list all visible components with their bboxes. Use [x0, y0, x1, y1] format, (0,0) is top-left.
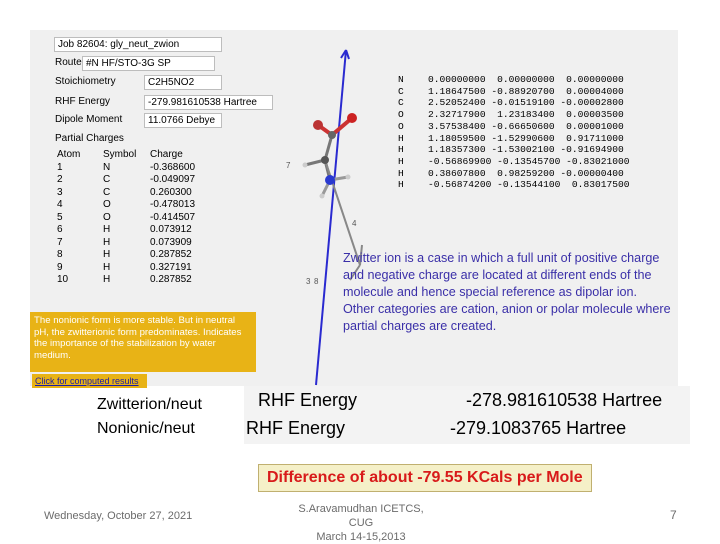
zwitter-explanation: [343, 250, 683, 335]
energy-difference: Difference of about -79.55 KCals per Mole: [258, 464, 592, 492]
nitrogen-atom: [325, 175, 335, 185]
charges-symbol-column: [103, 149, 136, 287]
charges-atom-column: [57, 149, 80, 287]
oxygen-atom: [347, 113, 357, 123]
coordinate-row: H 0.38607800 0.98259200 -0.00000400: [398, 167, 624, 179]
atom-cell: 8: [57, 249, 63, 260]
partial-charges-label: Partial Charges: [55, 133, 124, 144]
rhf-energy-label: RHF Energy: [258, 390, 358, 410]
molecule-viewer[interactable]: [270, 40, 400, 390]
rhf-energy-label: RHF Energy: [55, 96, 111, 107]
charge-cell: -0.414507: [150, 211, 196, 223]
charge-cell: 0.073909: [150, 236, 192, 248]
footer-author-line: S.Aravamudhan ICETCS, CUG: [298, 503, 424, 529]
hydrogen-atom: [303, 163, 308, 168]
symbol-cell: H: [103, 236, 111, 248]
hydrogen-atom: [346, 175, 351, 180]
charge-cell: 0.287852: [150, 249, 192, 260]
charge-cell: 0.327191: [150, 261, 192, 273]
atom-cell: 3: [57, 186, 63, 198]
rhf-energy-value: -279.981610538 Hartree: [144, 95, 273, 110]
atom-label: 8: [314, 277, 319, 286]
atom-cell: 2: [57, 174, 63, 185]
dipole-axis: [316, 50, 346, 385]
symbol-cell: H: [103, 224, 111, 235]
charge-cell: -0.368600: [150, 161, 196, 173]
coordinate-row: O 2.32717900 1.23183400 0.00003500: [398, 109, 624, 121]
charge-cell: 0.260300: [150, 186, 192, 198]
dipole-moment-label: Dipole Moment: [55, 114, 123, 125]
coordinate-row: N 0.00000000 0.00000000 0.00000000: [398, 74, 624, 85]
nonionic-energy-value: -279.1083765 Hartree: [450, 418, 627, 438]
atom-cell: 9: [57, 261, 63, 273]
nonionic-label: Nonionic/neut: [97, 420, 195, 437]
atom-cell: 7: [57, 236, 63, 248]
oxygen-atom: [313, 120, 323, 130]
axis-arrow: [346, 50, 349, 59]
route-label: Route: [55, 57, 82, 68]
atom-header: Atom: [57, 149, 81, 160]
coordinate-row: C 1.18647500 -0.88920700 0.00004000: [398, 85, 624, 97]
coordinate-row: H 1.18059500 -1.52990600 0.91711000: [398, 132, 624, 144]
charge-cell: -0.049097: [150, 174, 196, 185]
atom-label: 3: [306, 277, 311, 286]
stability-note: The nonionic form is more stable. But in neutral pH, the zwitterionic form predominates. Indicates the importance of the stabilization by water medium.: [30, 312, 256, 372]
carbon-atom: [328, 131, 336, 139]
footer-author: [286, 502, 436, 544]
route-value: #N HF/STO-3G SP: [82, 56, 215, 71]
stoichiometry-label: Stoichiometry: [55, 76, 116, 87]
charges-charge-column: [150, 149, 195, 287]
footer-event-date: March 14-15,2013: [316, 531, 406, 543]
atom-cell: 6: [57, 224, 63, 235]
symbol-cell: H: [103, 261, 111, 273]
symbol-cell: C: [103, 174, 111, 185]
coordinate-row: H 1.18357300 -1.53002100 -0.91694900: [398, 144, 624, 156]
charge-header: Charge: [150, 149, 183, 160]
coordinate-row: H -0.56874200 -0.13544100 0.83017500: [398, 179, 630, 191]
symbol-cell: O: [103, 211, 111, 223]
symbol-cell: N: [103, 161, 111, 173]
atom-cell: 10: [57, 274, 69, 285]
atom-cell: 1: [57, 161, 63, 173]
coordinates-table: [398, 74, 630, 191]
hydrogen-atom: [320, 194, 325, 199]
dipole-moment-value: 11.0766 Debye: [144, 113, 222, 128]
energy-comparison-panel: [244, 386, 690, 444]
zwitterion-energy-value: -278.981610538 Hartree: [466, 390, 663, 410]
job-title: Job 82604: gly_neut_zwion: [54, 37, 222, 52]
coordinate-row: H -0.56869900 -0.13545700 -0.83021000: [398, 155, 630, 167]
symbol-header: Symbol: [103, 149, 137, 160]
charge-cell: 0.073912: [150, 224, 192, 235]
atom-cell: 4: [57, 199, 63, 210]
coordinate-row: C 2.52052400 -0.01519100 -0.00002800: [398, 97, 624, 109]
atom-label: 7: [286, 161, 291, 170]
symbol-cell: C: [103, 186, 111, 198]
charge-cell: 0.287852: [150, 274, 192, 285]
coordinate-row: O 3.57538400 -0.66650600 0.00001000: [398, 120, 624, 132]
atom-label: 4: [352, 219, 357, 228]
page-number: 7: [670, 508, 677, 522]
symbol-cell: H: [103, 249, 111, 260]
zwitter-definition: Zwitter ion is a case in which a full unit of positive charge and negative charge are located at different ends of the molecule and hence special reference as dipolar ion.: [343, 251, 660, 299]
symbol-cell: H: [103, 274, 111, 285]
atom-cell: 5: [57, 211, 63, 223]
symbol-cell: O: [103, 199, 111, 210]
footer-date: Wednesday, October 27, 2021: [44, 510, 193, 522]
charge-cell: -0.478013: [150, 199, 196, 210]
stoichiometry-value: C2H5NO2: [144, 75, 222, 90]
zwitterion-label: Zwitterion/neut: [97, 396, 202, 413]
computed-results-link[interactable]: Click for computed results: [32, 374, 147, 388]
rhf-energy-label: RHF Energy: [246, 418, 346, 438]
zwitter-categories: Other categories are cation, anion or polar molecule where partial charges are created.: [343, 302, 671, 333]
carbon-atom: [321, 156, 329, 164]
